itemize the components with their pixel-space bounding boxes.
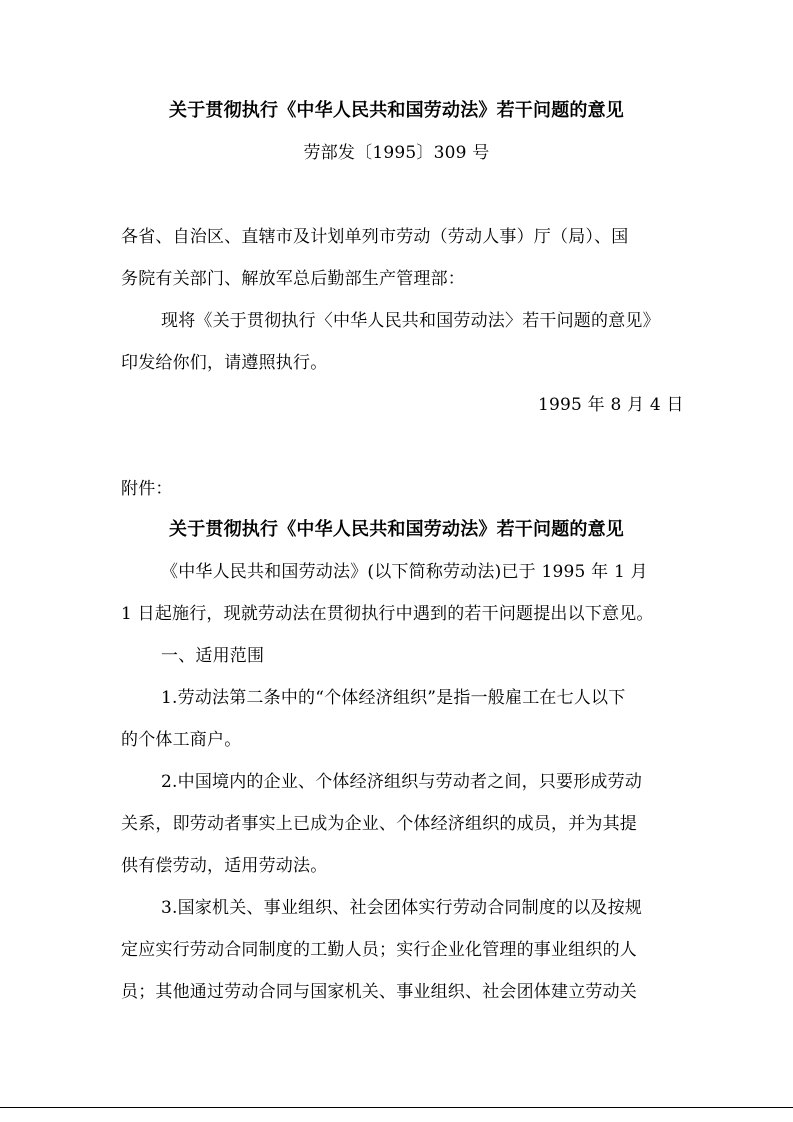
intro-line-2: 1 日起施行，现就劳动法在贯彻执行中遇到的若干问题提出以下意见。 xyxy=(121,604,654,624)
page-bottom-rule xyxy=(0,1107,793,1108)
item-1-line-1: 1.劳动法第二条中的“个体经济组织”是指一般雇工在七人以下 xyxy=(161,688,626,708)
notice-line-1: 现将《关于贯彻执行〈中华人民共和国劳动法〉若干问题的意见》 xyxy=(161,311,660,331)
section-1-heading: 一、适用范围 xyxy=(161,646,265,666)
item-1-line-2: 的个体工商户。 xyxy=(121,730,242,750)
item-2-line-1: 2.中国境内的企业、个体经济组织与劳动者之间，只要形成劳动 xyxy=(161,772,643,792)
intro-line-1: 《中华人民共和国劳动法》(以下简称劳动法)已于 1995 年 1 月 xyxy=(161,562,648,582)
addressees-line-2: 务院有关部门、解放军总后勤部生产管理部： xyxy=(121,269,465,289)
document-title: 关于贯彻执行《中华人民共和国劳动法》若干问题的意见 xyxy=(169,100,624,121)
attachment-title: 关于贯彻执行《中华人民共和国劳动法》若干问题的意见 xyxy=(169,519,624,540)
item-3-line-3: 员；其他通过劳动合同与国家机关、事业组织、社会团体建立劳动关 xyxy=(121,982,637,1002)
issue-date: 1995 年 8 月 4 日 xyxy=(538,395,684,415)
addressees-line-1: 各省、自治区、直辖市及计划单列市劳动（劳动人事）厅（局）、国 xyxy=(121,227,629,247)
attachment-label: 附件： xyxy=(121,479,173,499)
item-2-line-2: 关系，即劳动者事实上已成为企业、个体经济组织的成员，并为其提 xyxy=(121,814,637,834)
document-number: 劳部发〔1995〕309 号 xyxy=(303,143,490,163)
item-3-line-1: 3.国家机关、事业组织、社会团体实行劳动合同制度的以及按规 xyxy=(161,898,643,918)
item-2-line-3: 供有偿劳动，适用劳动法。 xyxy=(121,856,328,876)
item-3-line-2: 定应实行劳动合同制度的工勤人员；实行企业化管理的事业组织的人 xyxy=(121,940,637,960)
notice-line-2: 印发给你们，请遵照执行。 xyxy=(121,353,328,373)
